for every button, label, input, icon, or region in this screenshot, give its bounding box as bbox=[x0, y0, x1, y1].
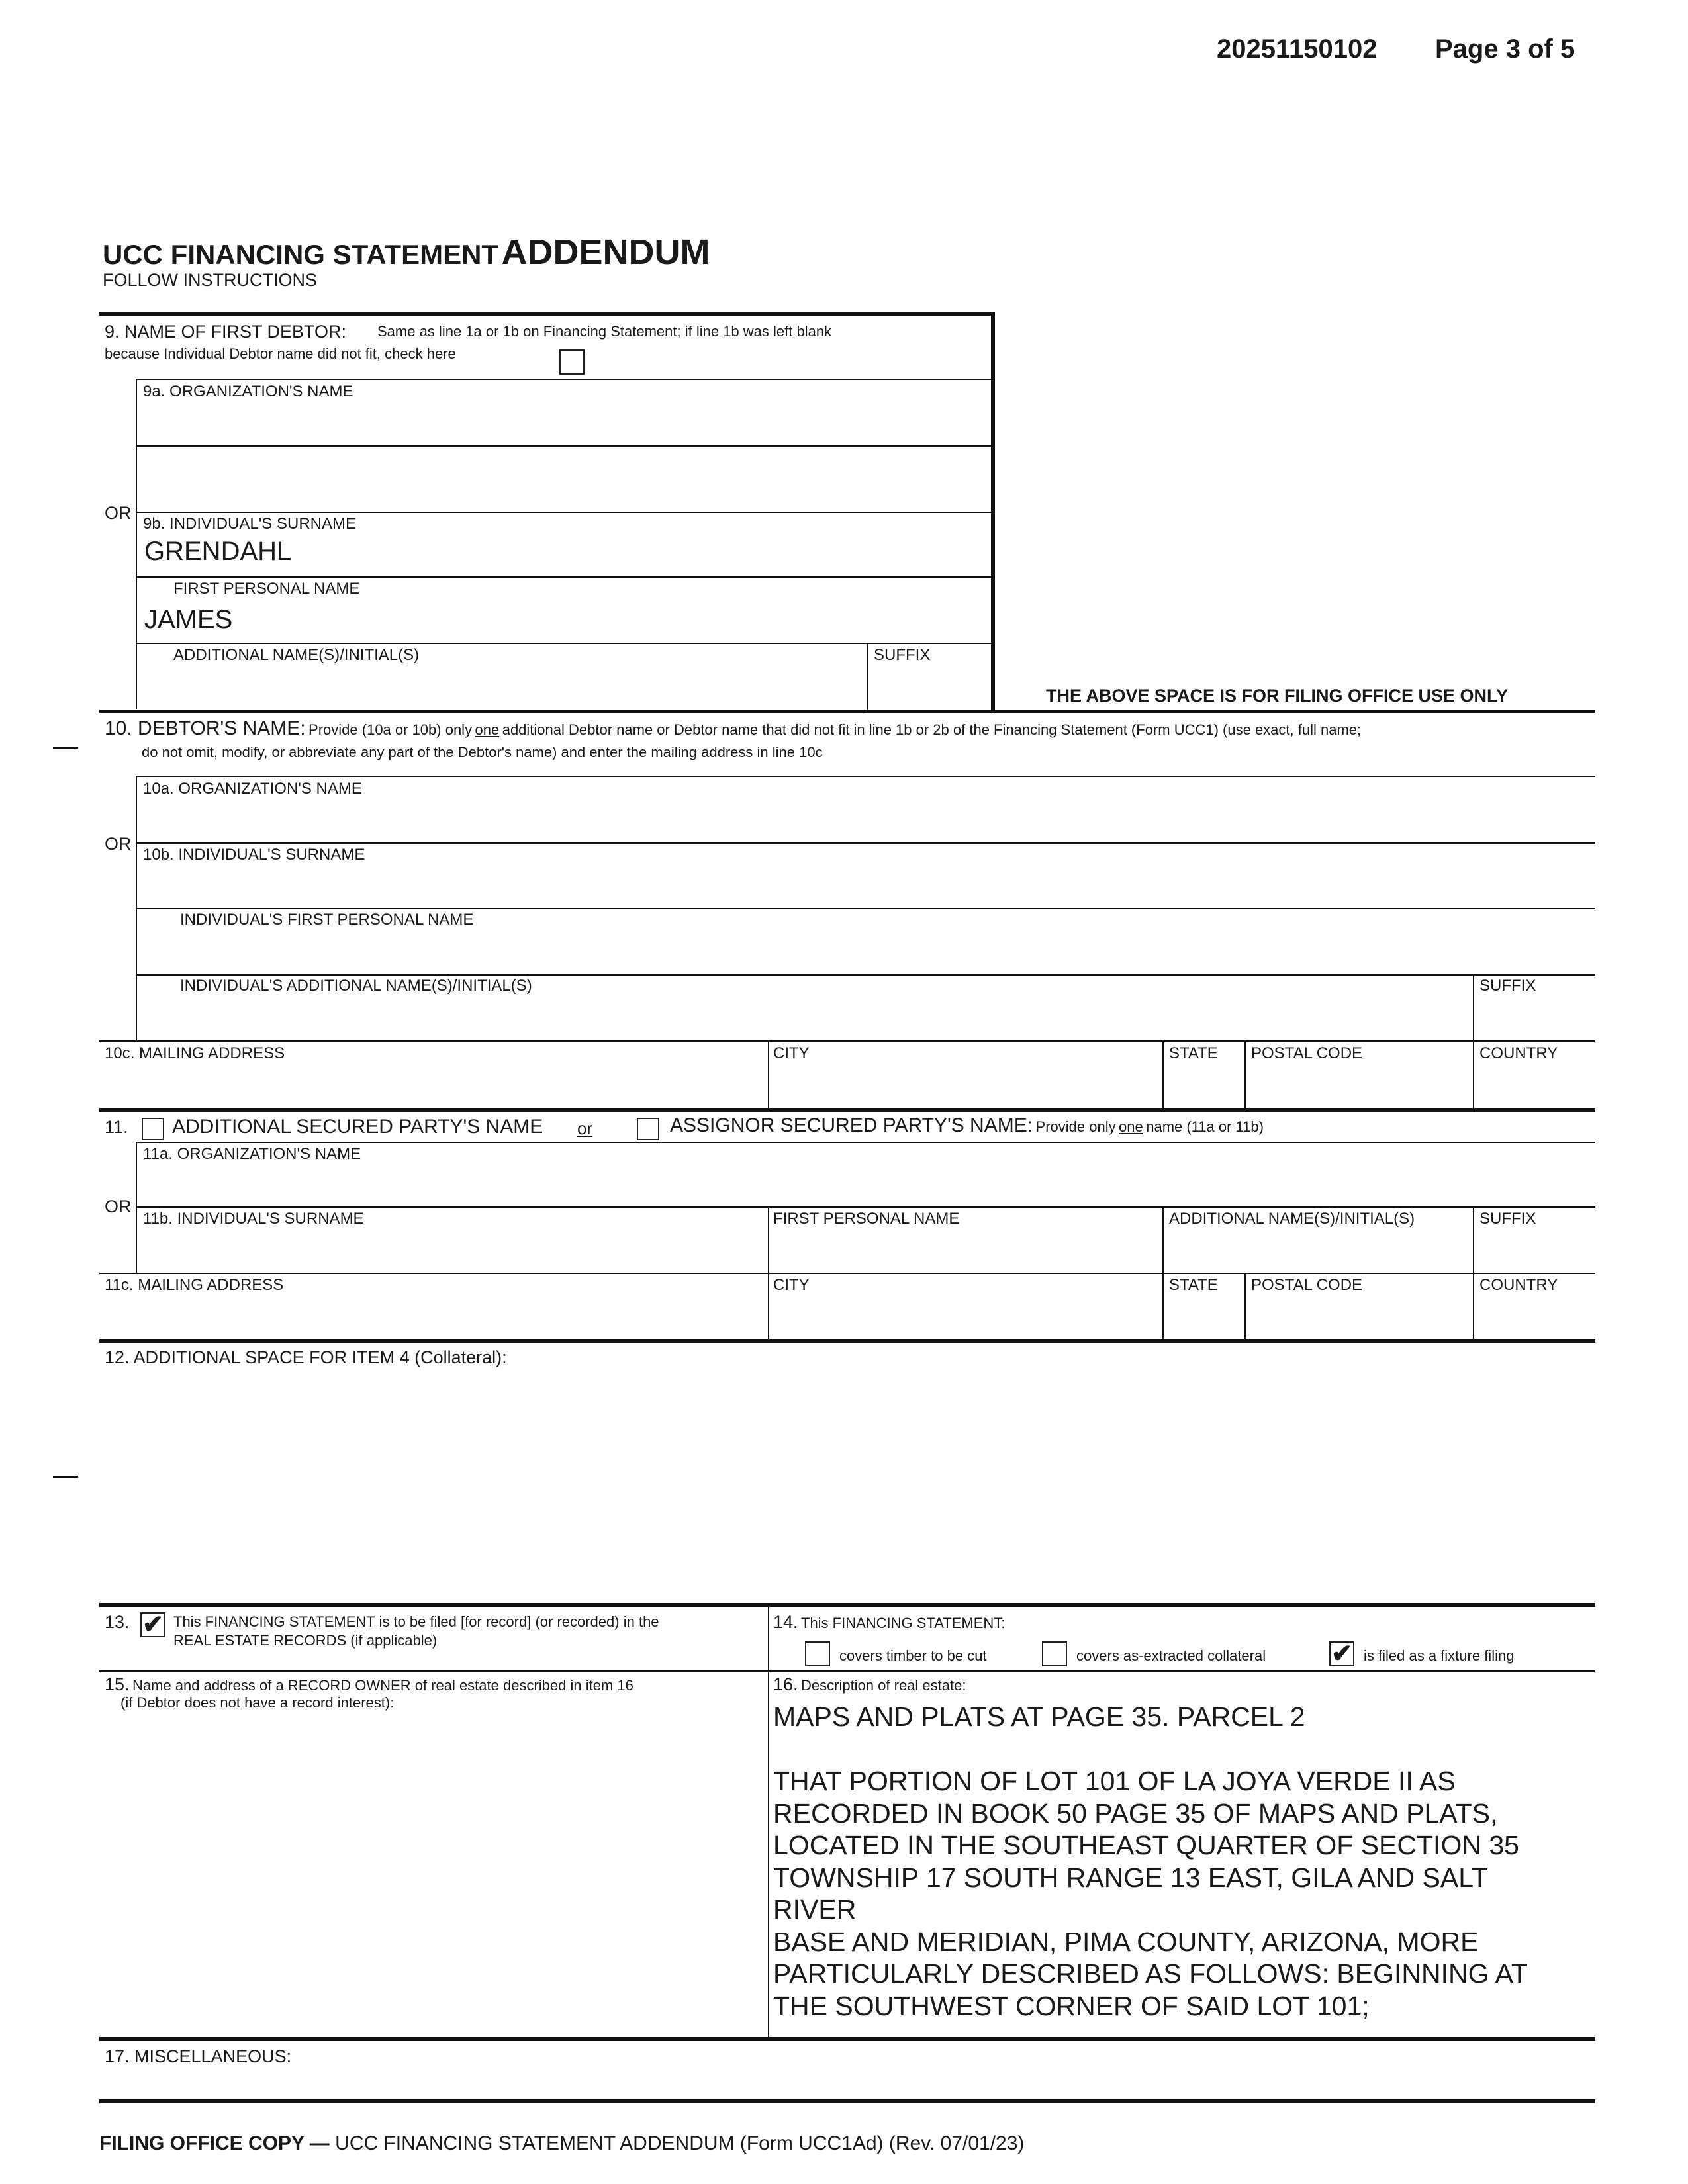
s10c-country-label: COUNTRY bbox=[1479, 1044, 1558, 1062]
s11-assignor-checkbox[interactable] bbox=[637, 1118, 659, 1140]
s14-fixture-checkbox[interactable] bbox=[1329, 1641, 1354, 1666]
footer-rule bbox=[99, 2099, 1595, 2103]
s10-suffix-label: SUFFIX bbox=[1479, 977, 1536, 995]
s13-line1: This FINANCING STATEMENT is to be filed [for record] (or recorded) in the bbox=[173, 1614, 659, 1630]
s10-note-a: Provide (10a or 10b) only bbox=[308, 721, 473, 738]
s11-suffix-label: SUFFIX bbox=[1479, 1210, 1536, 1228]
s11c-mailing-label: 11c. MAILING ADDRESS bbox=[105, 1276, 284, 1294]
s11-additional-checkbox[interactable] bbox=[142, 1118, 164, 1140]
s11-or: OR bbox=[105, 1197, 132, 1216]
s10-note-one: one bbox=[475, 721, 500, 738]
s10-or: OR bbox=[105, 834, 132, 854]
s10-additional-label: INDIVIDUAL'S ADDITIONAL NAME(S)/INITIAL(S) bbox=[180, 977, 532, 995]
s13-real-estate-checkbox[interactable] bbox=[140, 1612, 165, 1637]
s14-as-extracted-label: covers as-extracted collateral bbox=[1076, 1647, 1266, 1664]
s10c-state-label: STATE bbox=[1169, 1044, 1218, 1062]
s10c-postal-label: POSTAL CODE bbox=[1251, 1044, 1363, 1062]
s9a-label: 9a. ORGANIZATION'S NAME bbox=[143, 383, 353, 400]
s10-header bbox=[105, 719, 1361, 739]
s9-top-rule bbox=[99, 312, 994, 316]
s16-real-estate-description: MAPS AND PLATS AT PAGE 35. PARCEL 2 THAT PORTION OF LOT 101 OF LA JOYA VERDE II AS RECORDED IN BOOK 50 PAGE 35 OF MAPS AND PLATS, LOCATED IN THE SOUTHEAST QUARTER OF SECTION 35 TOWNSHIP 17 SOUTH RANGE 13 EAST, GILA AND SALT RIVER BASE AND MERIDIAN, PIMA COUNTY, ARIZONA, MORE PARTICULARLY DESCRIBED AS FOLLOWS: BEGINNING AT THE SOUTHWEST CORNER OF SAID LOT 101; bbox=[773, 1702, 1528, 2021]
s10a-label: 10a. ORGANIZATION'S NAME bbox=[143, 780, 362, 797]
s12-label: 12. ADDITIONAL SPACE FOR ITEM 4 (Collateral): bbox=[105, 1347, 507, 1367]
s14-label: This FINANCING STATEMENT: bbox=[801, 1615, 1006, 1631]
s9b-surname-value: GRENDAHL bbox=[144, 537, 292, 566]
filing-number: 20251150102 bbox=[1217, 34, 1378, 64]
s9-note-line2: because Individual Debtor name did not fit, check here bbox=[105, 345, 456, 362]
s11-note-a: Provide only bbox=[1035, 1118, 1116, 1135]
form-title-prefix: UCC FINANCING STATEMENT bbox=[103, 239, 499, 270]
s11-top-rule bbox=[99, 1108, 1595, 1112]
s10b-label: 10b. INDIVIDUAL'S SURNAME bbox=[143, 846, 365, 864]
s16-header bbox=[773, 1676, 966, 1694]
s10-note-b: additional Debtor name or Debtor name that did not fit in line 1b or 2b of the Financing Statement (Form UCC1) (use exact, full name; bbox=[502, 721, 1362, 738]
s11c-country-label: COUNTRY bbox=[1479, 1276, 1558, 1294]
s9b-label: 9b. INDIVIDUAL'S SURNAME bbox=[143, 515, 356, 533]
footer-form-name: UCC FINANCING STATEMENT ADDENDUM (Form UCC1Ad) (Rev. 07/01/23) bbox=[335, 2132, 1025, 2154]
s9-first-name-value: JAMES bbox=[144, 605, 233, 634]
s10-top-rule bbox=[99, 710, 1595, 713]
s13-divider bbox=[768, 1603, 769, 2040]
s16-label: Description of real estate: bbox=[801, 1677, 966, 1694]
s9-same-name-checkbox[interactable] bbox=[559, 349, 585, 375]
s11-num: 11. bbox=[105, 1117, 128, 1137]
s14-fixture-label: is filed as a fixture filing bbox=[1364, 1647, 1515, 1664]
filing-office-notice: THE ABOVE SPACE IS FOR FILING OFFICE USE ONLY bbox=[1046, 686, 1509, 705]
s10c-mailing-label: 10c. MAILING ADDRESS bbox=[105, 1044, 285, 1062]
s10-first-name-label: INDIVIDUAL'S FIRST PERSONAL NAME bbox=[180, 911, 474, 929]
form-title bbox=[103, 234, 710, 270]
s14-timber-label: covers timber to be cut bbox=[839, 1647, 987, 1664]
s10-note-line2: do not omit, modify, or abbreviate any part of the Debtor's name) and enter the mailing address in line 10c bbox=[142, 744, 823, 760]
s11-or-word: or bbox=[577, 1118, 593, 1138]
s15-line2: (if Debtor does not have a record interest): bbox=[120, 1694, 395, 1711]
s9-or: OR bbox=[105, 503, 132, 523]
s17-label: 17. MISCELLANEOUS: bbox=[105, 2046, 292, 2066]
s11c-city-label: CITY bbox=[773, 1276, 810, 1294]
footer bbox=[99, 2134, 1024, 2154]
s9-first-name-label: FIRST PERSONAL NAME bbox=[173, 580, 360, 598]
s17-top-rule bbox=[99, 2037, 1595, 2041]
s11-note-b: name (11a or 11b) bbox=[1146, 1118, 1264, 1135]
footer-copy-label: FILING OFFICE COPY — bbox=[99, 2132, 330, 2154]
s15-num: 15. bbox=[105, 1674, 130, 1694]
s11-assignor-header bbox=[670, 1116, 1264, 1136]
s11-note-one: one bbox=[1119, 1118, 1143, 1135]
s11b-label: 11b. INDIVIDUAL'S SURNAME bbox=[143, 1210, 364, 1228]
follow-instructions: FOLLOW INSTRUCTIONS bbox=[103, 270, 318, 290]
s9-label: 9. NAME OF FIRST DEBTOR: bbox=[105, 322, 347, 341]
page-indicator: Page 3 of 5 bbox=[1435, 34, 1575, 64]
s14-num: 14. bbox=[773, 1612, 798, 1632]
s12-top-rule bbox=[99, 1339, 1595, 1343]
s11-assignor-label: ASSIGNOR SECURED PARTY'S NAME: bbox=[670, 1115, 1033, 1136]
s11c-state-label: STATE bbox=[1169, 1276, 1218, 1294]
check-mark-icon: ✔ bbox=[1331, 1640, 1352, 1668]
s14-timber-checkbox[interactable] bbox=[805, 1641, 830, 1666]
s16-num: 16. bbox=[773, 1674, 798, 1694]
s15-header bbox=[105, 1676, 633, 1694]
margin-tick-2 bbox=[53, 1476, 78, 1478]
s13-line2: REAL ESTATE RECORDS (if applicable) bbox=[173, 1632, 438, 1649]
s14-as-extracted-checkbox[interactable] bbox=[1042, 1641, 1067, 1666]
s9-note-line1: Same as line 1a or 1b on Financing Statement; if line 1b was left blank bbox=[377, 323, 832, 340]
s10-label: 10. DEBTOR'S NAME: bbox=[105, 717, 306, 739]
s11-additional-label: ADDITIONAL SECURED PARTY'S NAME bbox=[172, 1116, 543, 1138]
s10c-city-label: CITY bbox=[773, 1044, 810, 1062]
s11-additional-name-label: ADDITIONAL NAME(S)/INITIAL(S) bbox=[1169, 1210, 1415, 1228]
form-title-main: ADDENDUM bbox=[501, 232, 710, 272]
s9-additional-label: ADDITIONAL NAME(S)/INITIAL(S) bbox=[173, 646, 420, 664]
s13-num: 13. bbox=[105, 1612, 130, 1632]
check-mark-icon: ✔ bbox=[142, 1611, 164, 1639]
margin-tick-1 bbox=[53, 747, 78, 749]
s9-suffix-label: SUFFIX bbox=[874, 646, 931, 664]
s11a-label: 11a. ORGANIZATION'S NAME bbox=[143, 1145, 361, 1163]
s13-top-rule bbox=[99, 1603, 1595, 1607]
s15-line1: Name and address of a RECORD OWNER of real estate described in item 16 bbox=[132, 1677, 633, 1694]
s11-first-name-label: FIRST PERSONAL NAME bbox=[773, 1210, 960, 1228]
s11c-postal-label: POSTAL CODE bbox=[1251, 1276, 1363, 1294]
s14-header bbox=[773, 1614, 1005, 1631]
